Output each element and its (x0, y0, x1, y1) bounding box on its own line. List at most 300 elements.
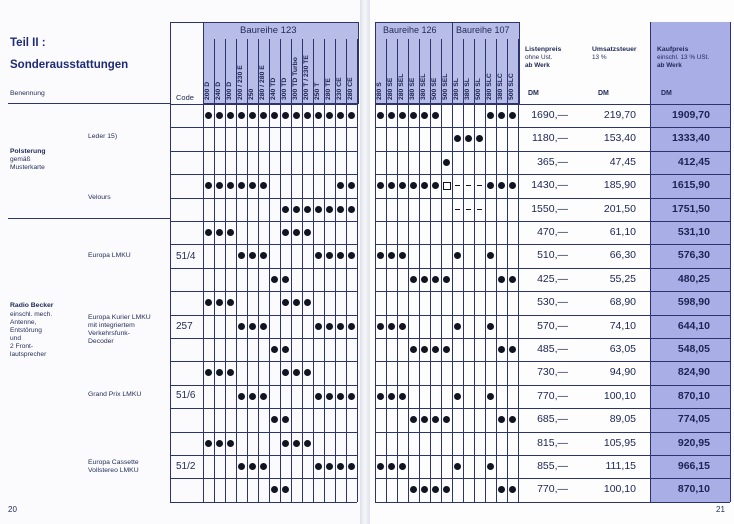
list-price: 770,— (537, 483, 568, 496)
equipment-dot (304, 369, 311, 376)
equipment-dot (205, 440, 212, 447)
section-title: Teil II : (10, 37, 46, 49)
kaufpreis-value: 870,10 (677, 483, 710, 496)
grid-row-line (375, 338, 730, 339)
polsterung-sub-1: gemäß (10, 156, 31, 163)
equipment-dot (282, 229, 289, 236)
model-label: 280 S (376, 82, 383, 100)
equipment-dot (421, 276, 428, 283)
item-velours: Velours (88, 194, 111, 201)
equipment-dot (348, 252, 355, 259)
baureihe-123-label: Baureihe 123 (240, 25, 297, 36)
equipment-dot (216, 182, 223, 189)
equipment-dash (477, 185, 482, 186)
equipment-dot (421, 112, 428, 119)
equipment-dot (377, 393, 384, 400)
equipment-dot (238, 182, 245, 189)
grid-row-line (170, 127, 357, 128)
equipment-dot (399, 252, 406, 259)
equipment-dot (377, 112, 384, 119)
equipment-dot (498, 416, 505, 423)
equipment-dot (509, 486, 516, 493)
model-label: 380 SEL (420, 73, 427, 100)
equipment-dot (509, 346, 516, 353)
model-label: 280 / 280 E (259, 65, 266, 100)
equipment-dot (443, 159, 450, 166)
equipment-dot (377, 252, 384, 259)
grid-row-line (375, 268, 730, 269)
grid-row-line (375, 432, 730, 433)
model-label: 380 SL (464, 78, 471, 100)
equipment-dot (454, 393, 461, 400)
equipment-dot (498, 182, 505, 189)
list-price: 685,— (537, 413, 568, 426)
equipment-dot (421, 486, 428, 493)
equipment-dot (249, 323, 256, 330)
equipment-dot (410, 182, 417, 189)
grid-col-line (357, 39, 358, 502)
equipment-dot (205, 299, 212, 306)
equipment-dot (487, 323, 494, 330)
radio-sub-3: Entstörung (10, 327, 42, 334)
kaufpreis-value: 1333,40 (672, 132, 710, 145)
equipment-dot (260, 182, 267, 189)
grid-row-line (170, 385, 357, 386)
currency-kauf: DM (661, 90, 672, 97)
equipment-dot (377, 463, 384, 470)
equipment-dot (315, 252, 322, 259)
model-label: 200 / 230 E (237, 65, 244, 100)
list-price: 1690,— (531, 109, 568, 121)
equipment-dot (498, 346, 505, 353)
currency-ust: DM (598, 90, 609, 97)
ust-sub: 13 % (592, 54, 607, 61)
equipment-square (443, 182, 451, 190)
kaufpreis-header: Kaufpreis (657, 46, 689, 53)
equipment-dot (509, 112, 516, 119)
equipment-dot (388, 393, 395, 400)
equipment-dot (293, 440, 300, 447)
list-price: 510,— (537, 249, 568, 262)
kaufpreis-value: 1909,70 (672, 109, 710, 121)
equipment-dot (227, 112, 234, 119)
kaufpreis-sub-1: einschl. 13 % USt. (657, 54, 710, 61)
kaufpreis-value: 774,05 (677, 413, 710, 426)
equipment-dot (509, 416, 516, 423)
equipment-dot (410, 276, 417, 283)
equipment-dot (293, 299, 300, 306)
list-price: 470,— (537, 226, 568, 238)
list-price: 530,— (537, 296, 568, 309)
equipment-dot (315, 323, 322, 330)
item-grand-prix: Grand Prix LMKU (88, 391, 142, 398)
equipment-dot (271, 486, 278, 493)
equipment-dot (260, 252, 267, 259)
grid-row-line (375, 221, 730, 222)
equipment-dot (399, 393, 406, 400)
equipment-dot (216, 369, 223, 376)
equipment-dash (466, 185, 471, 186)
equipment-dot (271, 112, 278, 119)
grid-row-line (170, 174, 357, 175)
equipment-dot (216, 112, 223, 119)
equipment-dot (487, 252, 494, 259)
model-label: 200 T / 230 TE (303, 55, 310, 100)
equipment-dash (477, 209, 482, 210)
polsterung-title: Polsterung (10, 148, 46, 155)
equipment-dot (315, 112, 322, 119)
equipment-dot (377, 323, 384, 330)
grid-row-line (375, 174, 730, 175)
radio-sub-4: und (10, 335, 22, 342)
item-europa-kurier-1: Europa Kurier LMKU (88, 314, 151, 321)
equipment-dot (249, 393, 256, 400)
equipment-dot (260, 463, 267, 470)
model-label: 280 SL (453, 78, 460, 100)
list-price: 770,— (537, 389, 568, 402)
right-page (370, 0, 734, 524)
equipment-dot (399, 323, 406, 330)
grid-row-line (170, 361, 357, 362)
ust-value: 185,90 (603, 179, 636, 192)
equipment-dot (205, 112, 212, 119)
kaufpreis-value: 531,10 (677, 226, 710, 238)
model-label: 280 CE (347, 77, 354, 100)
model-label: 240 D (215, 81, 222, 100)
equipment-dot (238, 393, 245, 400)
equipment-dot (282, 299, 289, 306)
radio-sub-2: Antenne, (10, 319, 37, 326)
currency-list: DM (528, 90, 539, 97)
left-page (0, 0, 360, 524)
equipment-dot (238, 252, 245, 259)
grid-row-line (170, 455, 357, 456)
equipment-dot (227, 182, 234, 189)
ust-value: 105,95 (603, 436, 636, 449)
benennung-divider (8, 103, 170, 104)
equipment-dot (216, 440, 223, 447)
equipment-dot (443, 276, 450, 283)
kaufpreis-value: 412,45 (677, 155, 710, 168)
equipment-dot (410, 486, 417, 493)
equipment-dot (498, 276, 505, 283)
kaufpreis-value: 824,90 (677, 366, 710, 379)
ust-value: 111,15 (605, 460, 636, 472)
ust-value: 74,10 (609, 319, 636, 332)
equipment-dot (348, 393, 355, 400)
equipment-dot (337, 393, 344, 400)
item-europa-kurier-2: mit integriertem (88, 322, 135, 329)
ust-value: 61,10 (609, 226, 636, 238)
list-price: 855,— (537, 460, 568, 472)
equipment-dot (260, 393, 267, 400)
kaufpreis-value: 576,30 (677, 249, 710, 262)
grid-row-line (375, 455, 730, 456)
equipment-dot (326, 463, 333, 470)
equipment-dot (227, 299, 234, 306)
item-europa-lmku: Europa LMKU (88, 252, 131, 259)
ust-value: 63,05 (609, 343, 636, 355)
equipment-dot (227, 229, 234, 236)
grid-row-line (170, 104, 357, 105)
grid-row-line (170, 502, 357, 503)
equipment-dot (238, 323, 245, 330)
equipment-dot (304, 299, 311, 306)
listenpreis-header: Listenpreis (525, 46, 562, 53)
ust-value: 201,50 (603, 202, 636, 215)
grid-row-line (375, 127, 730, 128)
equipment-dot (205, 229, 212, 236)
equipment-dot (282, 440, 289, 447)
equipment-dot (443, 346, 450, 353)
equipment-dot (465, 135, 472, 142)
equipment-dot (238, 463, 245, 470)
grid-row-line (375, 244, 730, 245)
grid-row-line (375, 198, 730, 199)
item-europa-cassette-2: Vollstereo LMKU (88, 467, 139, 474)
list-price: 815,— (537, 436, 568, 449)
kaufpreis-value: 1751,50 (672, 202, 710, 215)
equipment-dot (487, 393, 494, 400)
page-number-right: 21 (716, 505, 725, 514)
code-europa-cassette: 51/2 (176, 461, 196, 472)
equipment-dot (476, 135, 483, 142)
grid-row-line (170, 432, 357, 433)
equipment-dot (443, 486, 450, 493)
equipment-dot (432, 346, 439, 353)
radio-sub-6: lautsprecher (10, 351, 47, 358)
equipment-dot (282, 112, 289, 119)
grid-row-line (170, 198, 357, 199)
model-label: 250 T (314, 82, 321, 100)
equipment-dot (216, 229, 223, 236)
equipment-dot (509, 276, 516, 283)
kaufpreis-value: 870,10 (677, 389, 710, 402)
equipment-dot (348, 112, 355, 119)
ust-value: 66,30 (609, 249, 636, 262)
ust-value: 47,45 (609, 155, 636, 168)
equipment-dot (421, 346, 428, 353)
item-leder: Leder 15) (88, 133, 118, 140)
equipment-dot (487, 182, 494, 189)
grid-row-line (170, 338, 357, 339)
list-price: 1550,— (531, 202, 568, 215)
equipment-dot (399, 112, 406, 119)
model-label: 500 SLC (508, 73, 515, 100)
ust-header: Umsatzsteuer (592, 46, 637, 53)
ust-value: 55,25 (609, 272, 636, 285)
equipment-dot (238, 112, 245, 119)
equipment-dot (282, 369, 289, 376)
equipment-dot (388, 463, 395, 470)
list-price: 485,— (537, 343, 568, 355)
list-price: 1180,— (532, 132, 568, 145)
equipment-dot (337, 252, 344, 259)
ust-value: 89,05 (609, 413, 636, 426)
equipment-dot (304, 440, 311, 447)
equipment-dot (249, 252, 256, 259)
kaufpreis-value: 548,05 (677, 343, 710, 355)
kaufpreis-value: 966,15 (677, 460, 710, 472)
equipment-dot (282, 206, 289, 213)
equipment-dot (326, 393, 333, 400)
book-gutter (360, 0, 370, 524)
kaufpreis-value: 920,95 (677, 436, 710, 449)
equipment-dot (249, 182, 256, 189)
equipment-dot (249, 112, 256, 119)
group-divider (8, 218, 170, 219)
equipment-dot (205, 182, 212, 189)
equipment-dot (205, 369, 212, 376)
item-europa-cassette-1: Europa Cassette (88, 459, 139, 466)
section-subtitle: Sonderausstattungen (10, 59, 129, 71)
equipment-dot (509, 182, 516, 189)
kaufpreis-value: 480,25 (677, 272, 710, 285)
price-col-line (730, 22, 731, 502)
grid-row-line (170, 478, 357, 479)
equipment-dot (432, 182, 439, 189)
model-label: 300 D (226, 81, 233, 100)
grid-row-line (375, 385, 730, 386)
equipment-dot (315, 463, 322, 470)
ust-value: 219,70 (603, 109, 636, 121)
model-label: 280 TE (325, 78, 332, 100)
equipment-dot (293, 229, 300, 236)
equipment-dot (337, 323, 344, 330)
baureihe-107-label: Baureihe 107 (456, 25, 510, 35)
ust-value: 153,40 (603, 132, 636, 145)
equipment-dot (432, 416, 439, 423)
model-label: 230 CE (336, 77, 343, 100)
kaufpreis-sub-2: ab Werk (657, 62, 682, 69)
equipment-dot (348, 323, 355, 330)
grid-row-line (170, 291, 357, 292)
equipment-dot (304, 206, 311, 213)
equipment-dot (443, 416, 450, 423)
model-label: 250 (248, 88, 255, 100)
benennung-header: Benennung (10, 90, 45, 97)
equipment-dot (388, 323, 395, 330)
polsterung-sub-2: Musterkarte (10, 164, 45, 171)
model-label: 240 TD (270, 77, 277, 100)
model-label: 380 SE (409, 77, 416, 100)
equipment-dot (348, 182, 355, 189)
list-price: 570,— (537, 319, 568, 332)
code-europa-lmku: 51/4 (176, 251, 196, 262)
grid-row-line (375, 408, 730, 409)
equipment-dot (399, 463, 406, 470)
equipment-dot (337, 206, 344, 213)
equipment-dash (455, 209, 460, 210)
model-label: 300 TD Turbo (292, 57, 299, 100)
equipment-dot (282, 416, 289, 423)
equipment-dot (410, 112, 417, 119)
equipment-dot (293, 369, 300, 376)
code-header: Code (176, 93, 194, 102)
ust-value: 94,90 (609, 366, 636, 379)
model-label: 200 D (204, 81, 211, 100)
item-europa-kurier-3: Verkehrsfunk- (88, 330, 130, 337)
equipment-dot (315, 206, 322, 213)
equipment-dot (454, 463, 461, 470)
page-number-left: 20 (8, 505, 17, 514)
equipment-dot (260, 112, 267, 119)
ust-value: 68,90 (609, 296, 636, 309)
grid-row-line (170, 315, 357, 316)
equipment-dot (260, 323, 267, 330)
equipment-dot (454, 135, 461, 142)
model-label: 280 SLC (486, 73, 493, 100)
radio-title: Radio Becker (10, 302, 54, 309)
equipment-dot (326, 206, 333, 213)
equipment-dot (348, 206, 355, 213)
model-label: 280 SE (387, 77, 394, 100)
model-label: 500 SEL (442, 73, 449, 100)
model-label: 300 TD (281, 77, 288, 100)
code-grand-prix: 51/6 (176, 390, 196, 401)
equipment-dot (388, 252, 395, 259)
list-price: 425,— (537, 272, 568, 285)
equipment-dash (466, 209, 471, 210)
grid-row-line (375, 151, 730, 152)
equipment-dot (271, 276, 278, 283)
grid-row-line (375, 502, 730, 503)
grid-row-line (375, 104, 730, 105)
equipment-dot (421, 182, 428, 189)
grid-row-line (375, 361, 730, 362)
equipment-dot (388, 182, 395, 189)
equipment-dot (293, 112, 300, 119)
equipment-dot (410, 416, 417, 423)
equipment-dot (348, 463, 355, 470)
equipment-dot (432, 276, 439, 283)
listenpreis-sub-2: ab Werk (525, 62, 550, 69)
equipment-dot (326, 323, 333, 330)
grid-row-line (375, 478, 730, 479)
equipment-dot (282, 276, 289, 283)
grid-row-line (170, 244, 357, 245)
equipment-dot (432, 112, 439, 119)
equipment-dot (498, 112, 505, 119)
ust-value: 100,10 (603, 483, 636, 496)
kaufpreis-value: 644,10 (677, 319, 710, 332)
list-price: 730,— (537, 366, 568, 379)
model-label: 380 SLC (497, 73, 504, 100)
equipment-dot (326, 112, 333, 119)
equipment-dot (421, 416, 428, 423)
listenpreis-sub-1: ohne Ust. (525, 54, 553, 61)
equipment-dot (282, 346, 289, 353)
equipment-dot (315, 393, 322, 400)
equipment-dot (432, 486, 439, 493)
equipment-dot (216, 299, 223, 306)
equipment-dot (271, 346, 278, 353)
equipment-dot (271, 416, 278, 423)
list-price: 365,— (537, 155, 568, 168)
equipment-dot (337, 182, 344, 189)
equipment-dot (337, 463, 344, 470)
code-europa-kurier: 257 (176, 321, 193, 332)
grid-row-line (375, 315, 730, 316)
radio-sub-1: einschl. mech. (10, 311, 53, 318)
equipment-dot (487, 463, 494, 470)
equipment-dot (293, 206, 300, 213)
item-europa-kurier-4: Decoder (88, 338, 114, 345)
equipment-dot (377, 182, 384, 189)
kaufpreis-value: 598,90 (677, 296, 710, 309)
equipment-dot (410, 346, 417, 353)
equipment-dot (337, 112, 344, 119)
